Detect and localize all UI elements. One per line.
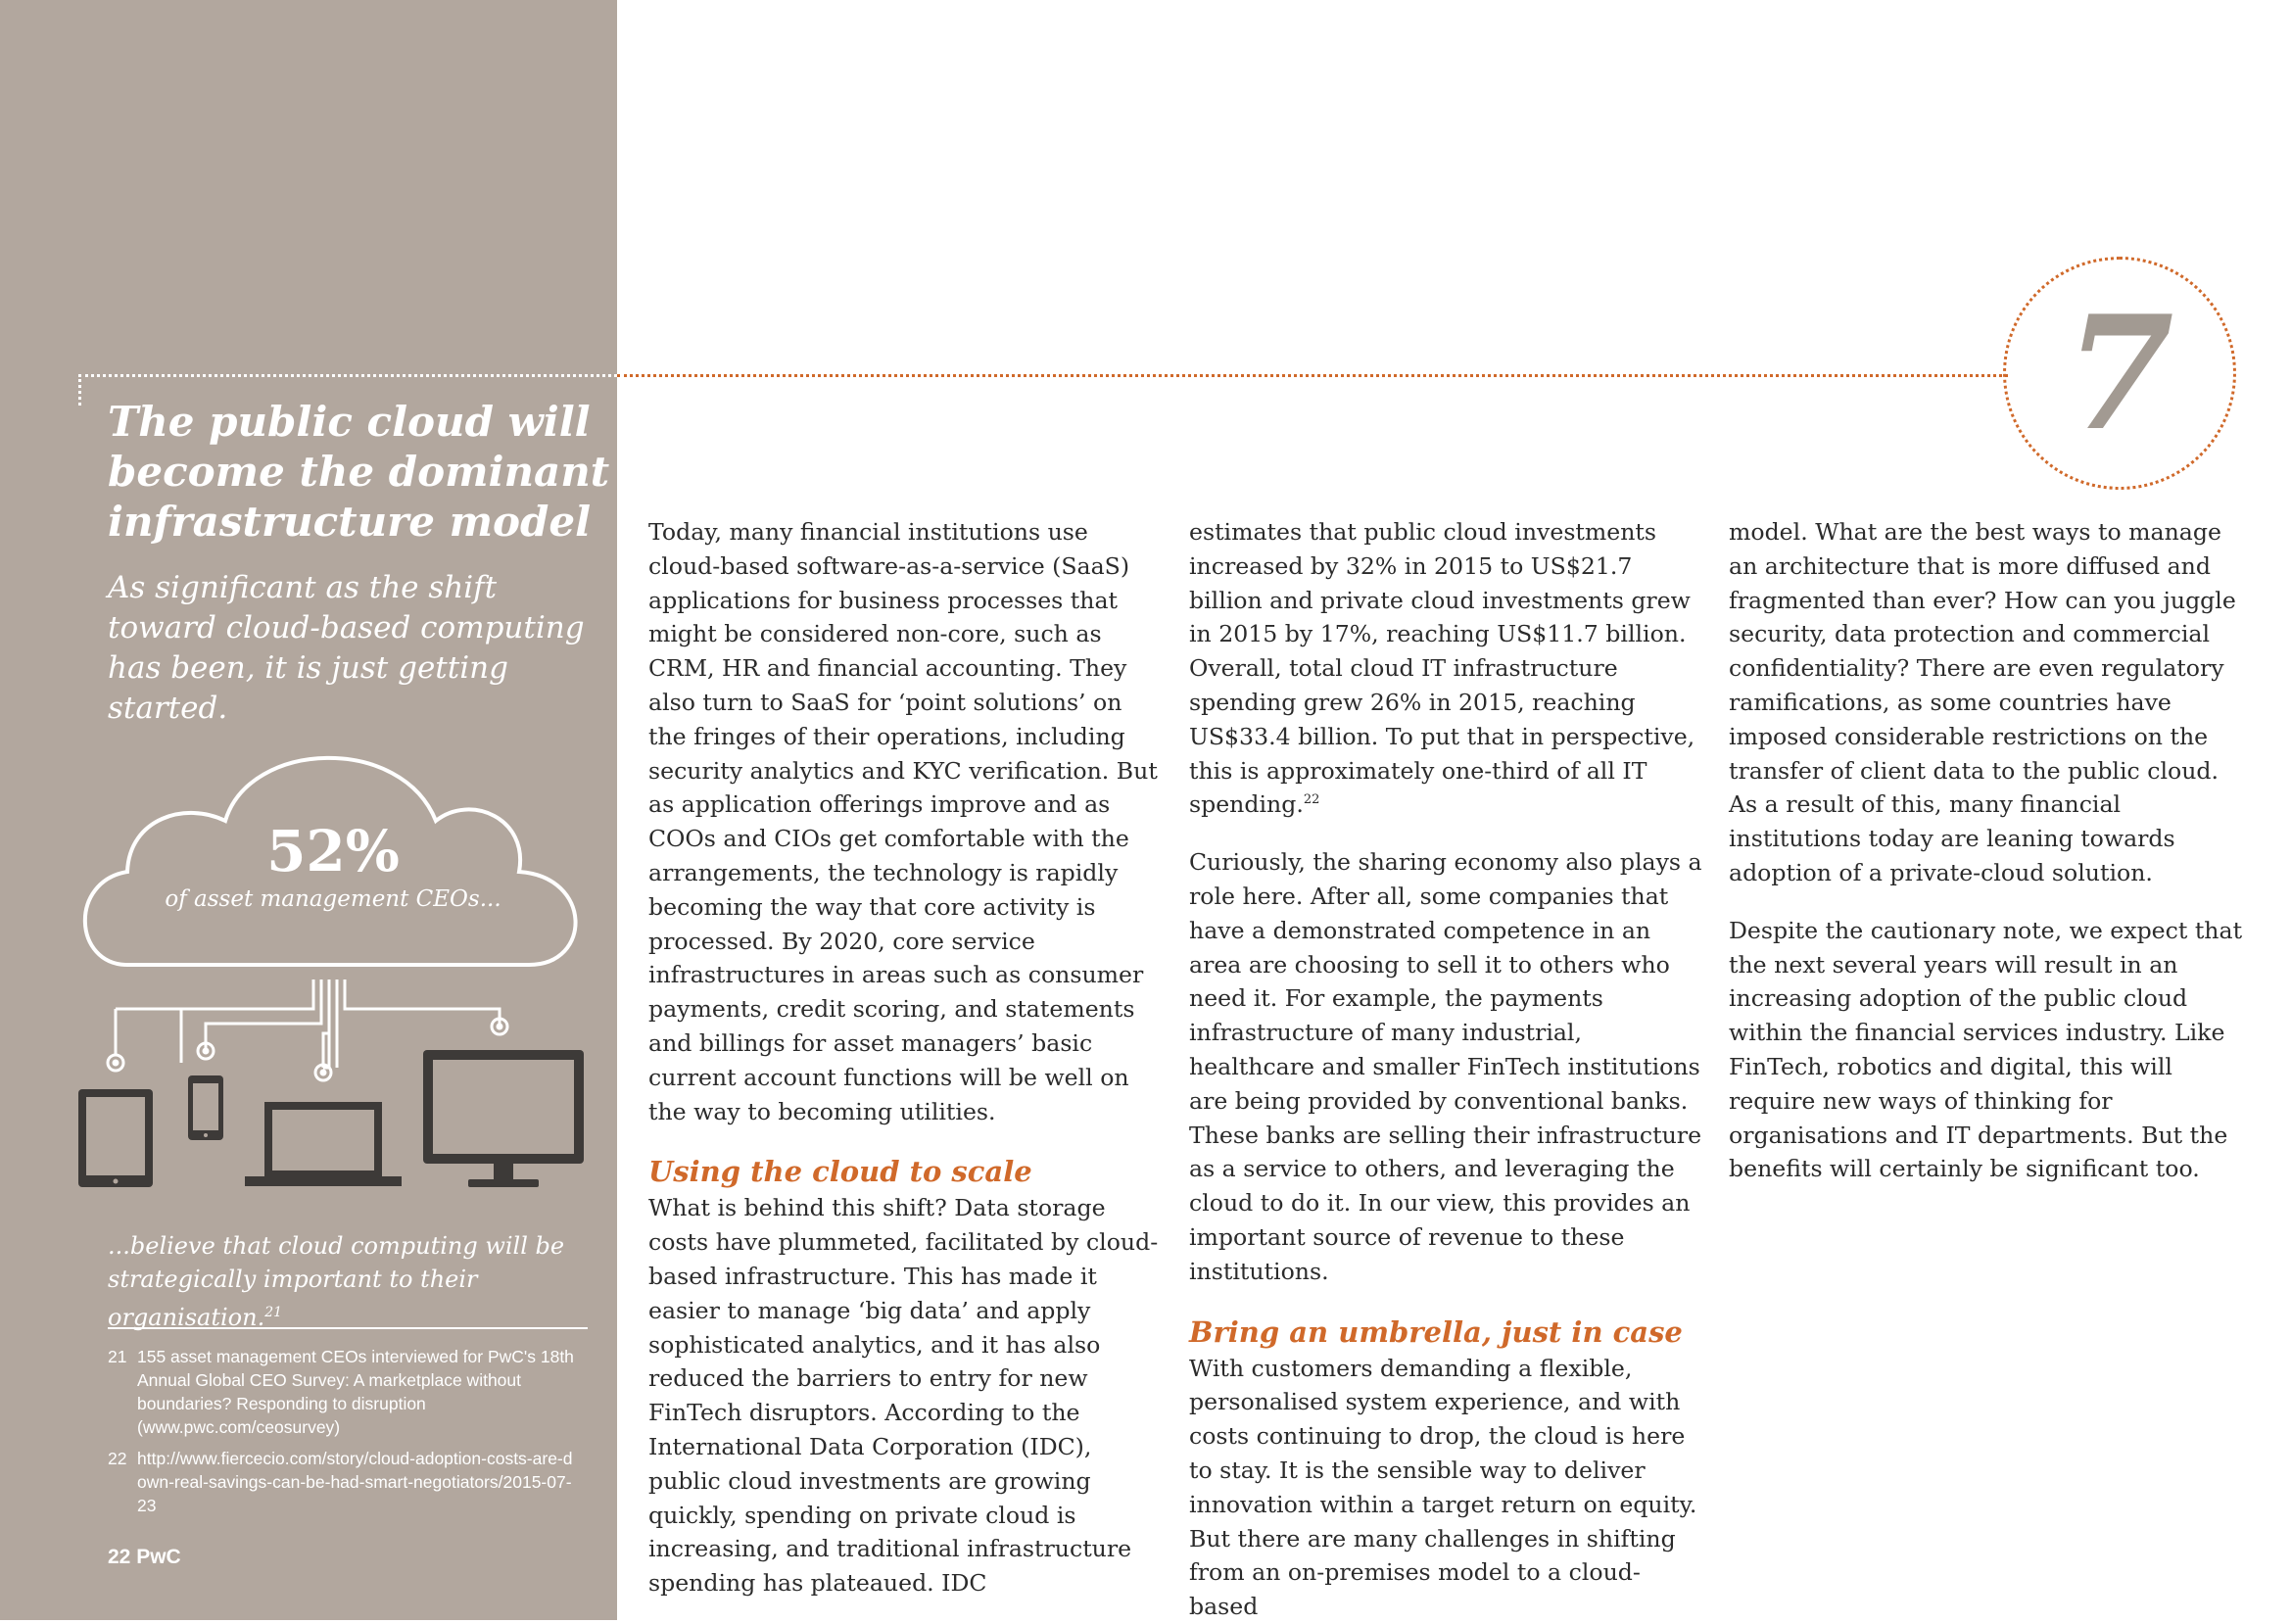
body-column-2 bbox=[1189, 515, 1703, 1624]
footnote-link[interactable]: http://www.fiercecio.com/story/cloud-adoption-costs-are-down-real-savings-can-be-had-smart-negotiators/2015-07-23 bbox=[137, 1449, 573, 1515]
section-heading: Bring an umbrella, just in case bbox=[1189, 1314, 1683, 1349]
body-column-1 bbox=[648, 515, 1163, 1600]
body-paragraph: model. What are the best ways to manage an architecture that is more diffused and fragmented than ever? How can you juggle security, data protection and commercial confidentiality? There are even regulatory ramifications, as some countries have imposed considerable restrictions on the transfer of client data to the public cloud. As a result of this, many financial institutions today are leaning towards adoption of a private-cloud solution. bbox=[1729, 518, 2236, 886]
footnote-number: 21 bbox=[108, 1347, 127, 1366]
page-footer: 22 PwC bbox=[108, 1546, 181, 1568]
sidebar-dotted-rule bbox=[78, 374, 617, 377]
cloud-devices-illustration bbox=[69, 725, 597, 1195]
footnotes bbox=[108, 1345, 578, 1525]
body-paragraph: Curiously, the sharing economy also plays a role here. After all, some companies that have a demonstrated competence in an area are choosing to sell it to others who need it. For example, the payments infrastructure of many industrial, healthcare and smaller FinTech institutions are being provided by conventional banks. These banks are selling their infrastructure as a service to others, and leveraging the cloud to do it. In our view, this provides an important source of revenue to these institutions. bbox=[1189, 848, 1702, 1285]
stat-value: 52% bbox=[266, 818, 400, 884]
footnote-text: 155 asset management CEOs interviewed for PwC's 18th Annual Global CEO Survey: A marketplace without boundaries? Responding to disruption (www.pwc.com/ceosurvey) bbox=[137, 1347, 574, 1437]
monitor-icon bbox=[423, 1050, 584, 1187]
section-dotted-rule bbox=[617, 374, 2008, 377]
footnote-ref: 21 bbox=[264, 1305, 283, 1320]
laptop-icon bbox=[245, 1102, 402, 1186]
body-paragraph: With customers demanding a flexible, personalised system experience, and with costs continuing to drop, the cloud is here to stay. It is the sensible way to deliver innovation within a target return on equity. But there are many challenges in shifting from an on-premises model to a cloud-based bbox=[1189, 1354, 1697, 1621]
body-column-3 bbox=[1729, 515, 2243, 1210]
body-paragraph: Despite the cautionary note, we expect that the next several years will result in an increasing adoption of the public cloud within the financial services industry. Like FinTech, robotics and digital, this will require new ways of thinking for organisations and IT departments. But the benefits will certainly be significant too. bbox=[1729, 916, 2243, 1183]
footnote-item bbox=[108, 1345, 578, 1439]
sidebar-dotted-tick bbox=[78, 374, 81, 406]
section-number: 7 bbox=[2065, 281, 2174, 465]
phone-icon bbox=[188, 1075, 223, 1140]
body-paragraph: What is behind this shift? Data storage costs have plummeted, facilitated by cloud-based infrastructure. This has made it easier to manage ‘big data’ and apply sophisticated analytics, and it has also reduced the barriers to entry for new FinTech disruptors. According to the International Data Corporation (IDC), public cloud investments are growing quickly, spending on private cloud is increasing, and traditional infrastructure spending has plateaued. IDC bbox=[648, 1194, 1159, 1598]
body-paragraph: Today, many financial institutions use cloud-based software-as-a-service (SaaS) applications for business processes that might be considered non-core, such as CRM, HR and financial accounting. They also turn to SaaS for ‘point solutions’ on the fringes of their operations, including security analytics and KYC verification. But as application offerings improve and as COOs and CIOs get comfortable with the arrangements, the technology is rapidly becoming the way that core activity is processed. By 2020, core service infrastructures in areas such as consumer payments, credit scoring, and statements and billings for asset managers’ basic current account functions will be well on the way to becoming utilities. bbox=[648, 518, 1158, 1125]
page-subtitle: As significant as the shift toward cloud-based computing has been, it is just getting started. bbox=[108, 570, 585, 726]
stat-caption: of asset management CEOs... bbox=[165, 886, 501, 912]
tablet-icon bbox=[78, 1089, 153, 1187]
page-title: The public cloud will become the dominant infrastructure model bbox=[108, 398, 610, 546]
body-paragraph bbox=[1189, 515, 1703, 822]
stat-quote bbox=[108, 1229, 607, 1334]
body-paragraph-text: estimates that public cloud investments increased by 32% in 2015 to US$21.7 billion and private cloud investments grew in 2015 by 17%, reaching US$11.7 billion. Overall, total cloud IT infrastructure spending grew 26% in 2015, reaching US$33.4 billion. To put that in perspective, this is approximately one-third of all IT spending. bbox=[1189, 518, 1695, 819]
footnote-number: 22 bbox=[108, 1449, 127, 1468]
section-heading: Using the cloud to scale bbox=[648, 1155, 1032, 1189]
footnote-ref: 22 bbox=[1303, 792, 1320, 808]
footnote-item bbox=[108, 1447, 578, 1517]
footnote-divider bbox=[108, 1327, 588, 1329]
stat-quote-text: ...believe that cloud computing will be strategically important to their organisation. bbox=[108, 1232, 565, 1331]
section-number-circle bbox=[2003, 257, 2236, 490]
